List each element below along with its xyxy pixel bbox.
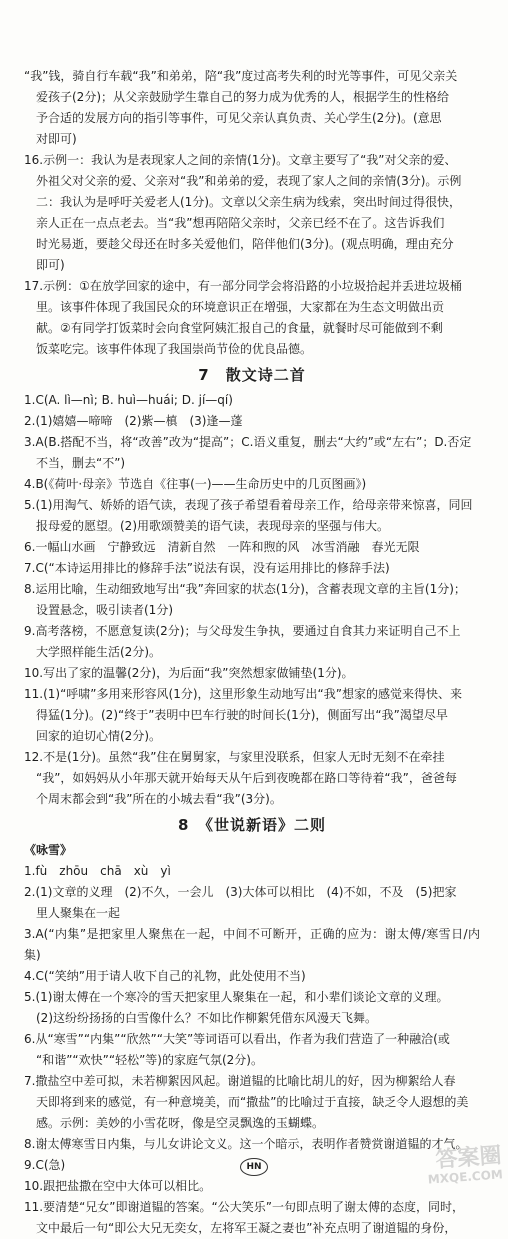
section-8-line: 4.C(“笑纳”用于请人收下自己的礼物，此处使用不当)	[24, 969, 306, 983]
section-7-line: 4.B(《荷叶·母亲》节选自《往事(一)——生命历史中的几页图画》)	[24, 477, 367, 491]
section-7-line: 7.C(“本诗运用排比的修辞手法”说法有误，没有运用排比的修辞手法)	[24, 561, 390, 575]
watermark-logo	[426, 1145, 503, 1186]
section-7-line: 得猛(1分)。(2)“终于”表明中巴车行驶的时间长(1分)，侧面写出“我”渴望尽早	[36, 708, 448, 722]
answer-block-16	[24, 150, 480, 276]
section-7-line: 8.运用比喻，生动细致地写出“我”奔回家的状态(1分)，含蓄表现文章的主旨(1分)；	[24, 582, 466, 596]
answer-top-line: “我”钱，骑自行车载“我”和弟弟，陪“我”度过高考失利的时光等事件，可见父亲关	[24, 69, 458, 83]
section-8-subtitle: 《咏雪》	[24, 843, 73, 857]
section-7-title: 7 散文诗二首	[198, 366, 306, 384]
section-7-line: 设置悬念，吸引读者(1分)	[36, 603, 173, 617]
section-8-line: 11.要清楚“兄女”即谢道韫的答案。“公大笑乐”一句即点明了谢太傅的态度，同时，	[24, 1200, 464, 1214]
section-8-line: 10.跟把盐撒在空中大体可以相比。	[24, 1179, 212, 1193]
answer-17-line: 饭菜吃完。该事件体现了我国崇尚节俭的优良品德。	[36, 342, 313, 356]
section-7-line: 1.C(A. lì—nì; B. huì—huái; D. jí—qí)	[24, 393, 233, 407]
section-8-line: 9.C(急)	[24, 1158, 66, 1172]
section-8-line: 3.A(“内集”是把家里人聚焦在一起，中间不可断开，正确的应为：谢太傅/寒雪日/内集)	[24, 927, 480, 962]
section-7-line: 10.写出了家的温馨(2分)，为后面“我”突然想家做铺垫(1分)。	[24, 666, 354, 680]
section-7-line: 9.高考落榜，不愿意复读(2分)；与父母发生争执，要通过自食其力来证明自己不上	[24, 624, 461, 638]
section-7-answers	[24, 390, 480, 810]
section-8-line: 2.(1)文章的义理 (2)不久，一会儿 (3)大体可以相比 (4)不如，不及 (5)把家	[24, 885, 457, 899]
section-8-line: 感。示例：美妙的小雪花呀，像是空灵飘逸的玉蝴蝶。	[36, 1116, 325, 1130]
section-7-line: 2.(1)嬉嬉—啼啼 (2)紫—槙 (3)逢—蓬	[24, 414, 243, 428]
section-7-line: 大学照样能生活(2分)。	[36, 645, 161, 659]
section-7-line: 11.(1)“呼啸”多用来形容风(1分)，这里形象生动地写出“我”想家的感觉来得快、来	[24, 687, 462, 701]
answer-16-line: 即可)	[36, 258, 65, 272]
section-8-line: 8.谢太傅寒雪日内集，与儿女讲论文义。这一个暗示，表明作者赞赏谢道韫的才气。	[24, 1137, 468, 1151]
answer-17-line: 里。该事件体现了我国民众的环境意识正在增强，大家都在为生态文明做出贡	[36, 300, 445, 314]
section-7-line: 3.A(B.搭配不当，将“改善”改为“提高”；C.语义重复，删去“大约”或“左右”；D.否定	[24, 435, 472, 449]
section-7-line: 不当，删去“不”)	[36, 456, 126, 470]
answer-top-line: 对即可)	[36, 132, 77, 146]
watermark-text: 答案圈	[434, 1143, 503, 1173]
section-8-line: 7.撒盐空中差可拟，未若柳絮因风起。谢道韫的比喻比胡儿的好，因为柳絮给人春	[24, 1074, 456, 1088]
answer-17-line: 献。②有同学打饭菜时会向食堂阿姨汇报自己的食量，就餐时尽可能做到不剩	[36, 321, 443, 335]
section-8-line: “和谐”“欢快”“轻松”等)的家庭气氛(2分)。	[36, 1053, 263, 1067]
section-7-line: 回家的迫切心情(2分)。	[36, 729, 161, 743]
answer-16-line: 亲人正在一点点老去。当“我”想再陪陪父亲时，父亲已经不在了。这告诉我们	[36, 216, 445, 230]
answer-16-line: 16.示例一：我认为是表现家人之间的亲情(1分)。文章主要写了“我”对父亲的爱、	[24, 153, 457, 167]
section-8-line: 里人聚集在一起	[36, 906, 121, 920]
section-7-line: 6.一幅山水画 宁静致远 清新自然 一阵和煦的风 冰雪消融 春光无限	[24, 540, 420, 554]
answer-16-line: 外祖父对父亲的爱、父亲对“我”和弟弟的爱，表现了家人之间的亲情(3分)。示例	[36, 174, 462, 188]
answer-block-top	[24, 66, 480, 150]
section-8-answers	[24, 861, 480, 1239]
watermark-url: MXQE.COM	[427, 1167, 504, 1187]
section-7-line: “我”，如妈妈从小年那天就开始每天从午后到夜晚都在路口等待着“我”，爸爸每	[36, 771, 457, 785]
section-7-line: 5.(1)用淘气、娇娇的语气读，表现了孩子希望看着母亲工作，给母亲带来惊喜，同回	[24, 498, 473, 512]
answer-top-line: 予合适的发展方向的指引等事件，可见父亲认真负责、关心学生(2分)。(意思	[36, 111, 442, 125]
answer-17-line: 17.示例：①在放学回家的途中，有一部分同学会将沿路的小垃圾拾起并丢进垃圾桶	[24, 279, 462, 293]
section-8-line: 1.fù zhōu chā xù yì	[24, 864, 171, 878]
section-7-line: 个周末都会到“我”所在的小城去看“我”(3分)。	[36, 792, 282, 806]
section-8-title: 8 《世说新语》二则	[178, 816, 326, 834]
section-8-line: 天即将到来的感觉，有一种意境美，而“撒盐”的比喻过于直接，缺乏令人遐想的美	[36, 1095, 469, 1109]
page-badge: HN	[240, 1158, 268, 1176]
answer-16-line: 二：我认为是呼吁关爱老人(1分)。文章以父亲生病为线索，突出时间过得很快，	[36, 195, 462, 209]
section-8-line: 文中最后一句“即公大兄无奕女，左将军王凝之妻也”补充点明了谢道韫的身份，	[36, 1221, 457, 1235]
section-8-line: 6.从“寒雪”“内集”“欣然”“大笑”等词语可以看出，作者为我们营造了一种融洽(或	[24, 1032, 450, 1046]
section-7-line: 12.不是(1分)。虽然“我”住在舅舅家，与家里没联系，但家人无时无刻不在牵挂	[24, 750, 445, 764]
answer-block-17	[24, 276, 480, 360]
section-8-line: 5.(1)谢太傅在一个寒冷的雪天把家里人聚集在一起，和小辈们谈论文章的义理。	[24, 990, 449, 1004]
section-7-line: 报母爱的愿望。(2)用歌颂赞美的语气读，表现母亲的坚强与伟大。	[36, 519, 390, 533]
answer-top-line: 爱孩子(2分)；从父亲鼓励学生靠自己的努力成为优秀的人，根据学生的性格给	[36, 90, 450, 104]
answer-16-line: 时光易逝，要趁父母还在时多关爱他们，陪伴他们(3分)。(观点明确，理由充分	[36, 237, 454, 251]
section-8-line: (2)这纷纷扬扬的白雪像什么？不如比作柳絮凭借东风漫天飞舞。	[36, 1011, 378, 1025]
